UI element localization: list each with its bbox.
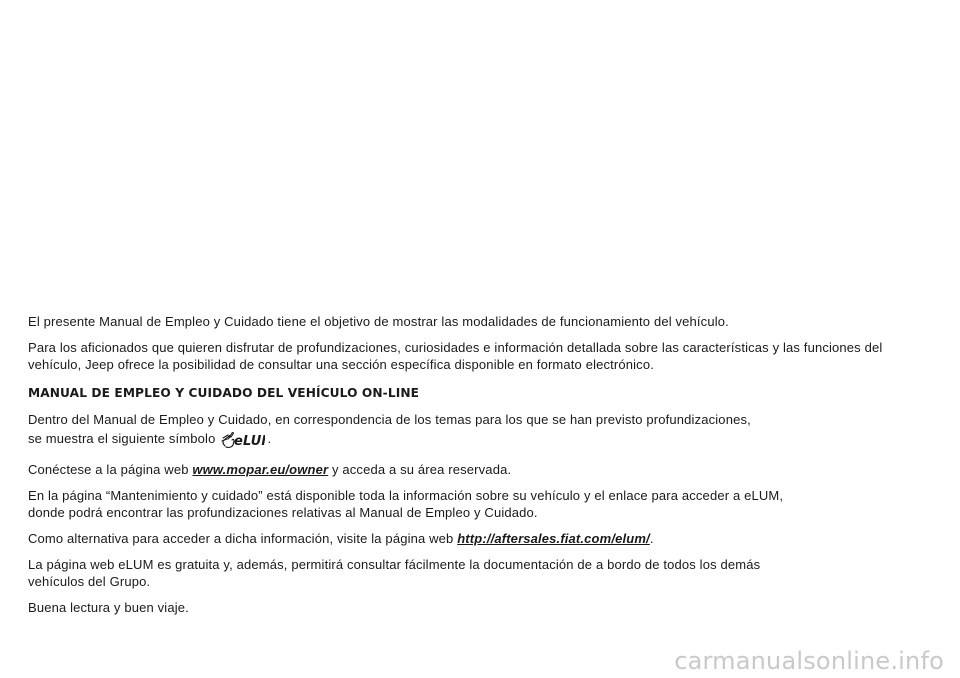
svg-text:eLUM: eLU — [234, 434, 262, 448]
aftersales-link[interactable]: http://aftersales.fiat.com/elum/ — [457, 531, 650, 546]
maintenance-paragraph — [28, 487, 938, 521]
enthusiasts-paragraph: Para los aficionados que quieren disfrutar de profundizaciones, curiosidades e información detallada sobre las características y las funciones del vehículo, Jeep ofrece la posibilidad de consultar una sección específica disponible en formato electrónico. — [28, 340, 883, 372]
maintenance-line2: donde podrá encontrar las profundizaciones relativas al Manual de Empleo y Cuidado. — [28, 505, 538, 520]
elum-paragraph — [28, 556, 938, 590]
alternative-paragraph — [28, 530, 938, 547]
symbol-paragraph-end: . — [267, 431, 272, 446]
manual-intro — [28, 313, 938, 625]
mopar-owner-link[interactable]: www.mopar.eu/owner — [192, 462, 329, 477]
site-watermark: carmanualsonline.info — [674, 647, 944, 675]
maintenance-line1: En la página “Mantenimiento y cuidado” está disponible toda la información sobre su vehículo y el enlace para acceder a eLUM, — [28, 488, 784, 503]
intro-paragraph: El presente Manual de Empleo y Cuidado tiene el objetivo de mostrar las modalidades de funcionamiento del vehículo. — [28, 314, 729, 329]
section-heading: MANUAL DE EMPLEO Y CUIDADO DEL VEHÍCULO ON-LINE — [28, 386, 420, 400]
elum-line1: La página web eLUM es gratuita y, además, permitirá consultar fácilmente la documentación de a bordo de todos los demás — [28, 557, 761, 572]
elum-touch-icon — [219, 428, 265, 452]
elum-line2: vehículos del Grupo. — [28, 574, 151, 589]
mopar-text-before: Conéctese a la página web — [28, 462, 189, 477]
alternative-text-end: . — [649, 531, 654, 546]
mopar-text-after: y acceda a su área reservada. — [331, 462, 512, 477]
symbol-paragraph-line1: Dentro del Manual de Empleo y Cuidado, en correspondencia de los temas para los que se han previsto profundizaciones, — [28, 412, 751, 427]
mopar-paragraph — [28, 461, 938, 478]
symbol-paragraph — [28, 411, 938, 452]
symbol-paragraph-line2: se muestra el siguiente símbolo — [28, 431, 216, 446]
alternative-text-before: Como alternativa para acceder a dicha información, visite la página web — [28, 531, 454, 546]
closing-paragraph: Buena lectura y buen viaje. — [28, 600, 189, 615]
